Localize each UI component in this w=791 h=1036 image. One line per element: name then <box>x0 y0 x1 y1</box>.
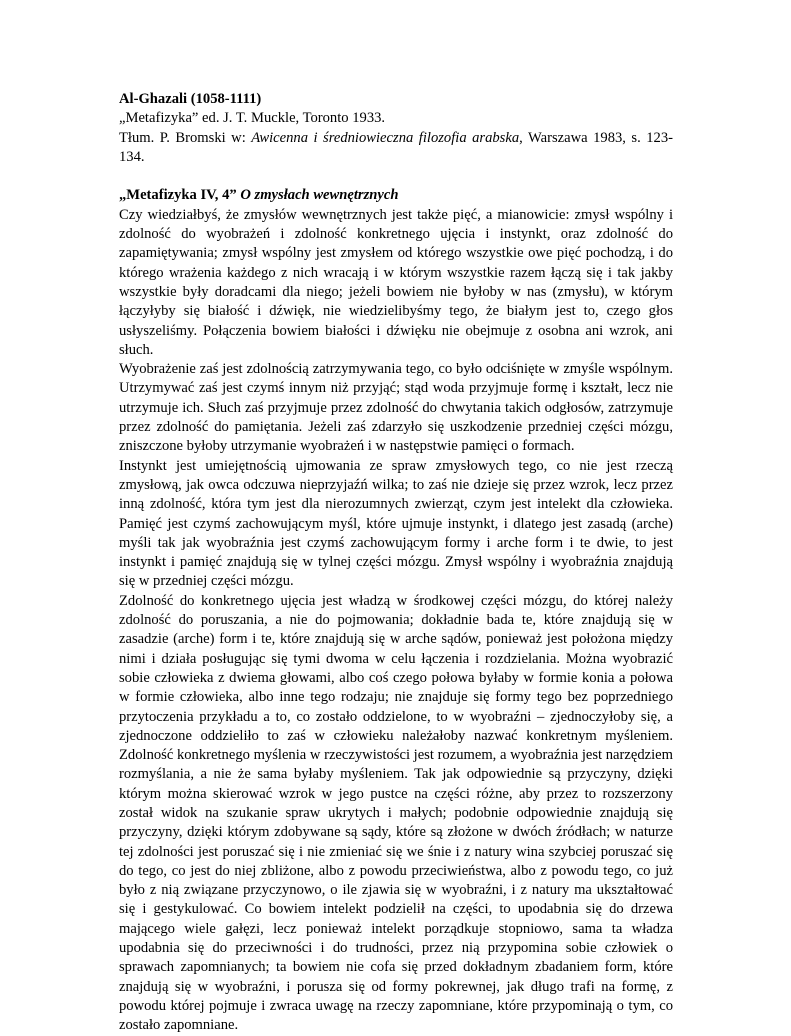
paragraph: Instynkt jest umiejętnością ujmowania ze spraw zmysłowych tego, co nie jest rzeczą zmysłową, jak owca odczuwa nieprzyjaźń wilka; to zaś nie dzieje się przez wzrok, lecz przez inną zdolność, która tym jest dla nierozumnych zwierząt, czym jest intelekt dla człowieka. Pamięć jest czymś zachowującym myśl, które ujmuje instynkt, i dlatego jest zasadą (arche) myśli tak jak wyobraźnia jest czymś zachowującym formy i arche form i te dwie, to jest instynkt i pamięć znajdują się w tylnej części mózgu. Zmysł wspólny i wyobraźnia znajdują się w przedniej części mózgu. <box>119 457 673 590</box>
translation-prefix: Tłum. P. Bromski w: <box>119 129 252 146</box>
document-title: Al-Ghazali (1058-1111) <box>119 91 262 107</box>
translation-book-title: Awicenna i średniowieczna filozofia arabska <box>251 129 520 146</box>
translation-suffix: , Warszawa 1983, s. 123-134. <box>119 129 673 165</box>
paragraph: Czy wiedziałbyś, że zmysłów wewnętrznych jest także pięć, a mianowicie: zmysł wspólny i zdolność do wyobrażeń i zdolność konkretnego ujęcia i instynkt, oraz zdolność do zapamiętywania; zmysł wspólny jest zmysłem od którego wszystkie owe pięć pochodzą, i do którego wrażenia każdego z nich wracają i w którym wszystkie razem łączą się i tak jakby wszystkie były doradcami dla niego; jeżeli bowiem nie byłoby w nas (zmysłu), w którym łączyłyby się białość i dźwięk, nie wiedzielibyśmy tego, że białym jest to, czego głos usłyszeliśmy. Połączenia bowiem białości i dźwięku nie obejmuje z osobna ani wzrok, ani słuch. <box>119 206 673 358</box>
spacer <box>119 167 673 186</box>
section-title-source: „Metafizyka IV, 4” <box>119 187 241 204</box>
paragraph: Wyobrażenie zaś jest zdolnością zatrzymywania tego, co było odciśnięte w zmyśle wspólnym. Utrzymywać zaś jest czymś innym niż przyjąć; stąd woda przyjmuje formę i kształt, lecz nie utrzymuje ich. Słuch zaś przyjmuje przez zdolność do chwytania takich odgłosów, zatrzymuje przez zdolność do pamiętania. Jeżeli zaś zdarzyło się uszkodzenie przedniej części mózgu, zniszczone byłoby utrzymanie wyobrażeń i w następstwie pamięci o formach. <box>119 361 673 455</box>
edition-line: „Metafizyka” ed. J. T. Muckle, Toronto 1933. <box>119 110 386 127</box>
section-title <box>119 186 673 205</box>
paragraph: Zdolność do konkretnego ujęcia jest władzą w środkowej części mózgu, do której należy zdolność do poruszania, a nie do pojmowania; dokładnie bada te, które znajdują się w zasadzie (arche) form i te, które znajdują się w arche sądów, ponieważ jest położona między nimi i działa posługując się tymi dwoma w celu łączenia i rozdzielania. Można wyobrazić sobie człowieka z dwiema głowami, albo coś czego połowa byłaby w formie konia a połowa w formie człowieka, albo inne tego rodzaju; nie znajduje się formy tego bez poprzedniego przytoczenia przykładu a to, co zostało oddzielone, to w wyobraźni – zjednoczyłoby się, a zjednoczone oddzieliło to zaś w człowieku należałoby nazwać konkretnym myśleniem. Zdolność konkretnego myślenia w rzeczywistości jest rozumem, a wyobraźnia jest narzędziem rozmyślania, a nie że sama byłaby myśleniem. Tak jak odpowiednie są przyczyny, dzięki którym można skierować wzrok w jego pustce na części różne, aby przez to rozszerzony został widok na szukanie spraw ukrytych i małych; podobnie odpowiednie znajdują się przyczyny, dzięki którym zdobywane są sądy, które są złożone w dwóch źródłach; w naturze tej zdolności jest poruszać się i nie zmieniać się we śnie i z natury wina szybciej poruszać się do tego, co jest do niej zbliżone, albo z powodu przeciwieństwa, albo z powodu tego, co już było z nią związane przyczynowo, o ile zjawia się w wyobraźni, i z natury ma ukształtować się i gestykulować. Co bowiem intelekt podzielił na części, to upodabnia się do drzewa mającego wiele gałęzi, lecz ponieważ intelekt porządkuje stopniowo, sama ta władza upodabnia się do przeciwności i do trudności, przez nią przypomina sobie człowiek o sprawach zapomnianych; ta bowiem nie cofa się przed dokładnym zbadaniem form, które znajdują się w wyobraźni, i porusza się od formy pokrewnej, jak długo trafi na formę, z powodu której pojmuje i zwraca uwagę na rzeczy zapomniane, które przypominają o tym, co zostało zapomniane. <box>119 592 673 1034</box>
document-page <box>119 90 673 1036</box>
section-title-topic: O zmysłach wewnętrznych <box>240 187 399 204</box>
translation-line <box>119 129 673 168</box>
